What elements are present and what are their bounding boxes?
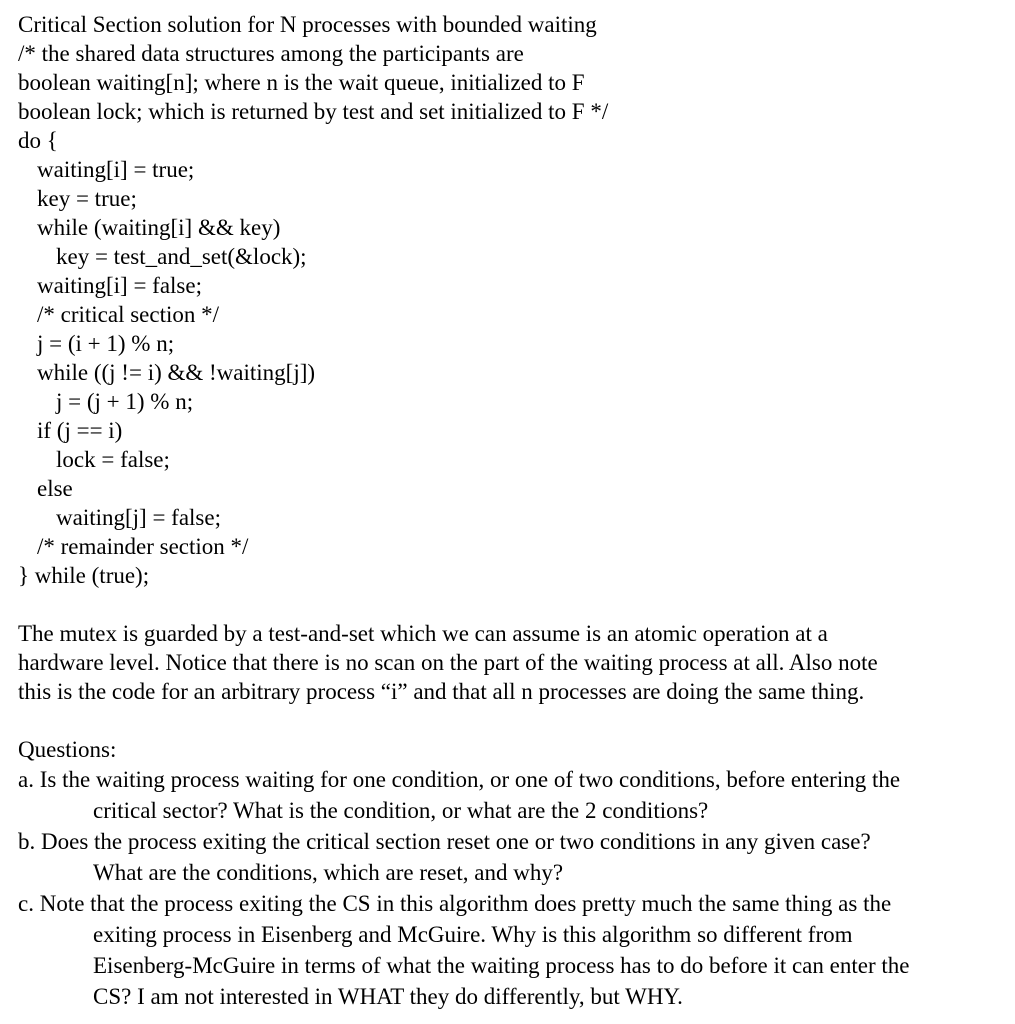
- questions-heading: Questions:: [18, 737, 117, 762]
- code-line: } while (true);: [18, 563, 150, 588]
- question-text: What are the conditions, which are reset, and why?: [93, 860, 564, 885]
- question-text: b. Does the process exiting the critical section reset one or two conditions in any given case?: [18, 829, 871, 854]
- code-line: key = true;: [37, 186, 137, 211]
- code-line: else: [37, 476, 73, 501]
- header-comment-line: boolean lock; which is returned by test and set initialized to F */: [18, 99, 609, 124]
- question-text: critical sector? What is the condition, or what are the 2 conditions?: [93, 798, 709, 823]
- code-line: /* remainder section */: [37, 534, 249, 559]
- document-page: [18, 10, 1008, 1012]
- paragraph-line: hardware level. Notice that there is no scan on the part of the waiting process at all. Also note: [18, 650, 878, 675]
- question-b: [18, 826, 1008, 888]
- paragraph-line: this is the code for an arbitrary process “i” and that all n processes are doing the same thing.: [18, 679, 865, 704]
- spacer: [18, 706, 1008, 735]
- spacer: [18, 590, 1008, 619]
- code-line: j = (j + 1) % n;: [56, 389, 194, 414]
- code-line: do {: [18, 128, 58, 153]
- questions-section: [18, 735, 1008, 1012]
- code-line: /* critical section */: [37, 302, 220, 327]
- code-line: waiting[j] = false;: [56, 505, 221, 530]
- explanation-paragraph: [18, 619, 1008, 706]
- question-text: exiting process in Eisenberg and McGuire. Why is this algorithm so different from: [93, 922, 853, 947]
- code-line: while ((j != i) && !waiting[j]): [37, 360, 316, 385]
- code-line: key = test_and_set(&lock);: [56, 244, 307, 269]
- code-line: if (j == i): [37, 418, 123, 443]
- code-block: [18, 126, 1008, 590]
- code-line: lock = false;: [56, 447, 170, 472]
- paragraph-line: The mutex is guarded by a test-and-set which we can assume is an atomic operation at a: [18, 621, 828, 646]
- code-line: waiting[i] = false;: [37, 273, 202, 298]
- question-text: CS? I am not interested in WHAT they do differently, but WHY.: [93, 984, 683, 1009]
- header-block: [18, 10, 1008, 126]
- question-text: c. Note that the process exiting the CS in this algorithm does pretty much the same thing as the: [18, 891, 892, 916]
- question-c: [18, 888, 1008, 1012]
- header-comment-line: /* the shared data structures among the participants are: [18, 41, 524, 66]
- code-line: j = (i + 1) % n;: [37, 331, 175, 356]
- question-text: Eisenberg-McGuire in terms of what the waiting process has to do before it can enter the: [93, 953, 910, 978]
- document-title: Critical Section solution for N processes with bounded waiting: [18, 12, 597, 37]
- code-line: waiting[i] = true;: [37, 157, 195, 182]
- code-line: while (waiting[i] && key): [37, 215, 281, 240]
- question-text: a. Is the waiting process waiting for one condition, or one of two conditions, before entering the: [18, 767, 901, 792]
- question-a: [18, 764, 1008, 826]
- header-comment-line: boolean waiting[n]; where n is the wait queue, initialized to F: [18, 70, 585, 95]
